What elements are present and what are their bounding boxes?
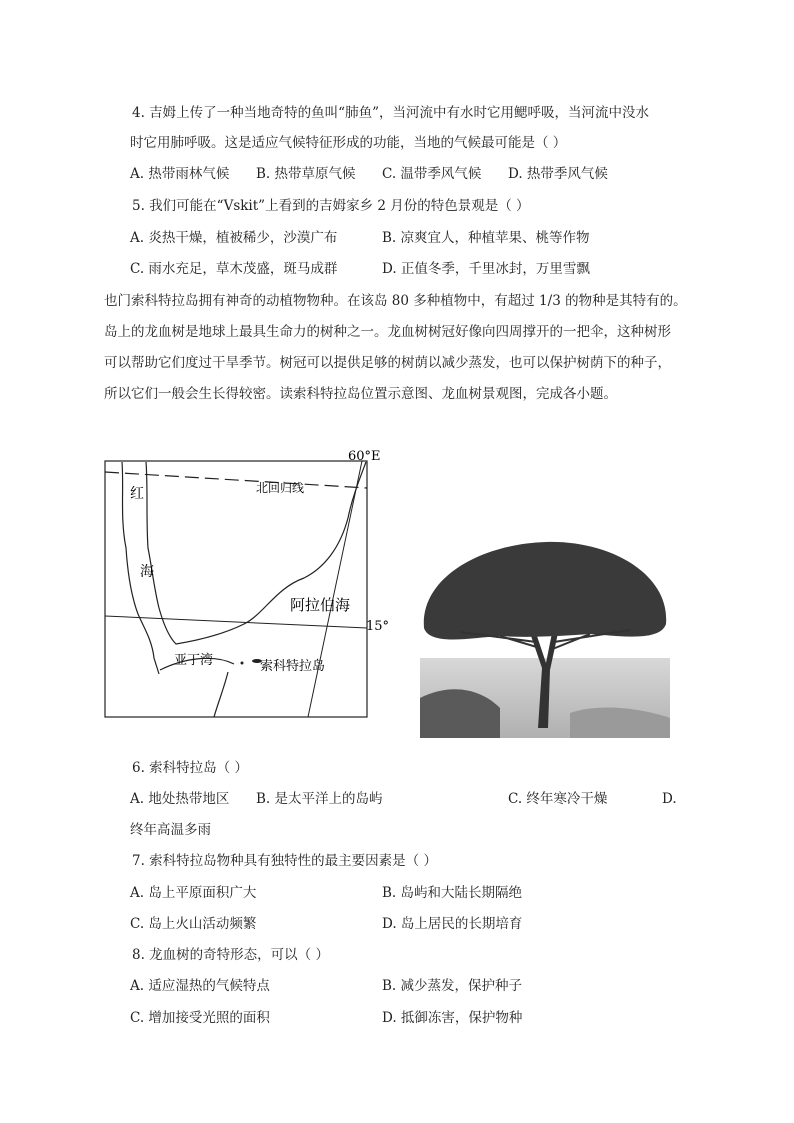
island-label: 索科特拉岛 [260, 659, 326, 674]
q4-option-c: C. 温带季风气候 [382, 166, 482, 182]
latitude-label: 15° [366, 619, 390, 634]
passage-line-2: 岛上的龙血树是地球上最具生命力的树种之一。龙血树树冠好像向四周撑开的一把伞，这种树形 [104, 324, 671, 340]
q6-option-d-text: 终年高温多雨 [130, 822, 211, 838]
q5-stem: 5. 我们可能在“Vskit”上看到的吉姆家乡 2 月份的特色景观是（ ） [132, 198, 530, 214]
q8-option-b: B. 减少蒸发，保护种子 [382, 978, 523, 994]
q4-stem-line1: 4. 吉姆上传了一种当地奇特的鱼叫“肺鱼”，当河流中有水时它用鳃呼吸，当河流中没水 [132, 105, 649, 121]
q6-option-a: A. 地处热带地区 [130, 791, 230, 807]
q5-option-b: B. 凉爽宜人，种植苹果、桃等作物 [382, 230, 590, 246]
q4-option-a: A. 热带雨林气候 [130, 166, 230, 182]
longitude-label: 60°E [348, 449, 381, 464]
q8-stem: 8. 龙血树的奇特形态，可以（ ） [132, 947, 329, 963]
map-frame [105, 461, 367, 717]
dragon-blood-tree-photo [420, 538, 670, 738]
q8-option-d: D. 抵御冻害，保护物种 [382, 1010, 523, 1026]
red-sea-label-2: 海 [140, 564, 154, 580]
q8-option-c: C. 增加接受光照的面积 [130, 1010, 270, 1026]
passage-line-1: 也门索科特拉岛拥有神奇的动植物物种。在该岛 80 多种植物中，有超过 1/3 的物种是其特有的。 [104, 293, 687, 309]
gulf-label: 亚丁湾 [174, 653, 214, 668]
q5-option-d: D. 正值冬季，千里冰封，万里雪飘 [382, 261, 590, 277]
q7-option-a: A. 岛上平原面积广大 [130, 885, 257, 901]
q4-option-d: D. 热带季风气候 [508, 166, 608, 182]
tree-canopy [424, 542, 666, 640]
q6-option-d: D. [662, 791, 677, 807]
longitude-60e-line [308, 461, 362, 717]
passage-line-4: 所以它们一般会生长得较密。读索科特拉岛位置示意图、龙血树景观图，完成各小题。 [104, 386, 617, 402]
q4-stem-line2: 时它用肺呼吸。这是适应气候特征形成的功能，当地的气候最可能是（ ） [130, 135, 567, 151]
q7-stem: 7. 索科特拉岛物种具有独特性的最主要因素是（ ） [132, 853, 437, 869]
tropic-of-cancer-line [105, 472, 367, 488]
arabian-sea-label: 阿拉伯海 [290, 596, 351, 614]
tropic-label: 北回归线 [256, 481, 305, 495]
q6-option-b: B. 是太平洋上的岛屿 [256, 791, 383, 807]
q7-option-b: B. 岛屿和大陆长期隔绝 [382, 885, 523, 901]
small-island [241, 662, 244, 665]
q7-option-d: D. 岛上居民的长期培育 [382, 916, 523, 932]
q6-option-c: C. 终年寒冷干燥 [508, 791, 608, 807]
q5-option-c: C. 雨水充足，草木茂盛，斑马成群 [130, 261, 338, 277]
horn-coast [214, 672, 228, 717]
q8-option-a: A. 适应湿热的气候特点 [130, 978, 270, 994]
q7-option-c: C. 岛上火山活动频繁 [130, 916, 257, 932]
q5-option-a: A. 炎热干燥，植被稀少，沙漠广布 [130, 230, 338, 246]
socotra-location-map [104, 448, 394, 720]
q4-option-b: B. 热带草原气候 [256, 166, 356, 182]
red-sea-label-1: 红 [130, 486, 144, 502]
passage-line-3: 可以帮助它们度过干旱季节。树冠可以提供足够的树荫以减少蒸发，也可以保护树荫下的种子， [104, 355, 671, 371]
q6-stem: 6. 索科特拉岛（ ） [132, 760, 248, 776]
